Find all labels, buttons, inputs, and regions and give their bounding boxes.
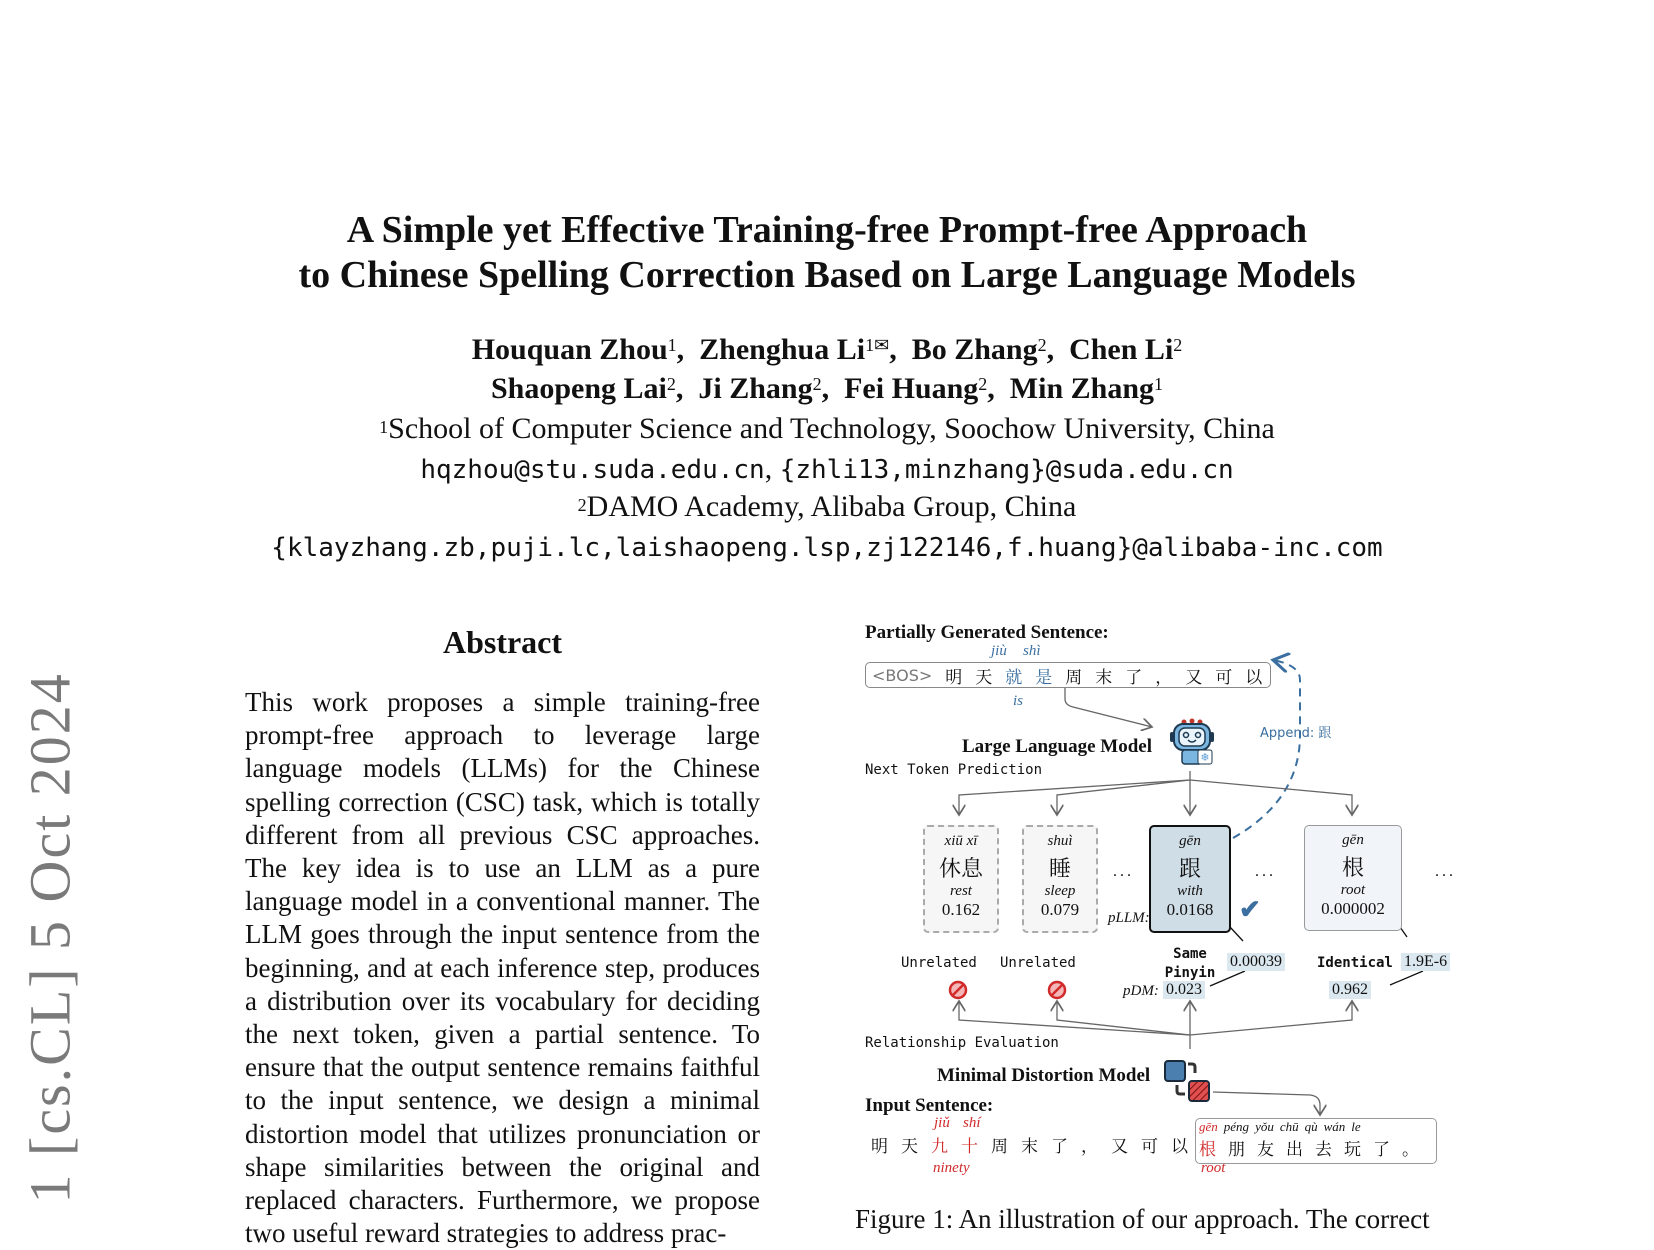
candidate-card-shui [1022, 825, 1098, 933]
aff-sup: 2 [577, 495, 587, 515]
mdm-label: Minimal Distortion Model [937, 1065, 1151, 1086]
ellipsis: ... [1435, 863, 1456, 880]
p-dm-value: 0.023 [1163, 981, 1205, 999]
author-sup: 1✉ [865, 335, 890, 355]
token: 玩 [1344, 1140, 1361, 1160]
relation-identical: Identical [1317, 955, 1393, 971]
remaining-tokens-row [1196, 1135, 1436, 1160]
candidate-chars: 跟 [1178, 857, 1201, 882]
gloss-is: is [1013, 693, 1024, 709]
token: 周 [1065, 667, 1083, 688]
author-sup: 2 [812, 374, 822, 394]
token: 。 [1402, 1140, 1419, 1160]
candidate-gloss: root [1340, 882, 1366, 898]
input-sentence-tokens [871, 1132, 1188, 1157]
author-name: Fei Huang [844, 372, 979, 405]
candidate-pinyin: gēn [1342, 832, 1364, 848]
arxiv-stamp: 1 [cs.CL] 5 Oct 2024 [17, 672, 83, 1204]
token: 以 [1171, 1137, 1188, 1157]
author-name: Bo Zhang [911, 333, 1038, 366]
token-error: 九 [931, 1137, 948, 1157]
token: 末 [1021, 1137, 1038, 1157]
gloss-root: root [1201, 1160, 1226, 1176]
candidate-pinyin: shuì [1047, 833, 1073, 849]
author-sup: 1 [1154, 374, 1164, 394]
candidate-chars: 休息 [938, 857, 983, 882]
candidate-chars: 睡 [1048, 857, 1071, 882]
candidate-p-llm: 0.000002 [1321, 899, 1385, 918]
title-line-2: to Chinese Spelling Correction Based on Large Language Models [298, 254, 1356, 296]
candidate-chars: 根 [1341, 856, 1364, 881]
token: 又 [1185, 667, 1203, 688]
author-sep: , [821, 372, 830, 405]
author-sep: , [675, 372, 684, 405]
candidate-gloss: sleep [1044, 883, 1076, 899]
candidate-pinyin: xiū xī [944, 833, 978, 849]
token: 了 [1125, 667, 1143, 688]
partial-sentence-box [865, 662, 1271, 688]
author-line-1 [0, 330, 1654, 369]
author-sep: , [1046, 333, 1055, 366]
input-sentence-label: Input Sentence: [865, 1095, 994, 1116]
pinyin-shi: shì [1023, 643, 1041, 659]
p-dm-value: 0.962 [1329, 981, 1371, 999]
token: 明 [871, 1137, 888, 1157]
pinyin: yǒu [1255, 1119, 1274, 1134]
token: 去 [1315, 1140, 1332, 1160]
pinyin: péng [1223, 1119, 1250, 1134]
token-error: 根 [1199, 1140, 1216, 1160]
partial-sentence-label: Partially Generated Sentence: [865, 622, 1109, 643]
pinyin: chū [1279, 1119, 1299, 1134]
token: 了 [1051, 1137, 1068, 1157]
figure-caption: Figure 1: An illustration of our approach. The correct [855, 1204, 1430, 1234]
author-name: Chen Li [1069, 333, 1174, 366]
checkmark-icon: ✔ [1239, 895, 1261, 924]
relation-unrelated: Unrelated [1000, 955, 1076, 971]
product-value: 1.9E-6 [1401, 953, 1450, 971]
author-name: Zhenghua Li [699, 333, 866, 366]
token: 出 [1286, 1140, 1303, 1160]
robot-llm-icon [1168, 718, 1210, 764]
figure-1 [855, 615, 1475, 1175]
author-list [0, 330, 1654, 408]
pinyin-shi2: shí [963, 1115, 981, 1131]
candidate-card-xiuxi [923, 825, 999, 933]
token-highlighted: 是 [1035, 667, 1053, 688]
author-sup: 2 [666, 374, 676, 394]
svg-text:❄: ❄ [1200, 752, 1210, 764]
append-label: Append: 跟 [1260, 726, 1332, 741]
prohibited-icon [1046, 979, 1068, 1001]
token: 天 [901, 1137, 918, 1157]
candidate-card-gen-root [1304, 825, 1402, 931]
token-error: 十 [961, 1137, 978, 1157]
author-sup: 2 [978, 374, 988, 394]
candidate-gloss: with [1177, 883, 1203, 899]
author-name: Houquan Zhou [471, 333, 668, 366]
candidate-p-llm: 0.0168 [1166, 900, 1214, 919]
mdm-icon [1163, 1059, 1215, 1103]
title-line-1: A Simple yet Effective Training-free Prompt-free Approach [346, 209, 1308, 251]
candidate-gloss: rest [950, 883, 972, 899]
token: 又 [1111, 1137, 1128, 1157]
author-name: Shaopeng Lai [490, 372, 667, 405]
candidate-p-llm: 0.162 [941, 900, 981, 919]
candidate-card-gen-selected [1149, 825, 1231, 933]
llm-label: Large Language Model [962, 736, 1152, 757]
affiliation-1 [0, 410, 1654, 448]
abstract-text: This work proposes a simple training-free prompt-free approach to leverage large language models (LLMs) for the Chinese spelling correction (CSC) task, which is totally different from all previous CSC approaches. The key idea is to use an LLM as a pure language model in a conventional manner. The LLM goes through the input sentence from the beginning, and at each inference step, produces a distribution over its vocabulary for deciding the next token, given a partial sentence. To ensure that the output sentence remains faithful to the input sentence, we design a minimal distortion model that utilizes pronunciation or shape similarities between the original and replaced characters. Furthermore, we propose two useful reward strategies to address prac- [245, 687, 760, 1249]
gloss-ninety: ninety [933, 1160, 970, 1176]
remaining-pinyin-row [1196, 1119, 1436, 1135]
author-sep: , [889, 333, 897, 366]
token: 可 [1141, 1137, 1158, 1157]
affiliation-2-emails [0, 528, 1654, 567]
paper-title [0, 208, 1654, 298]
pinyin: qù [1304, 1119, 1318, 1134]
candidate-p-llm: 0.079 [1040, 900, 1080, 919]
relation-same-pinyin: Same Pinyin [1164, 946, 1216, 981]
token: 以 [1245, 667, 1263, 688]
remaining-input-box [1195, 1118, 1437, 1164]
p-dm-label: pDM: [1123, 983, 1159, 999]
pinyin: le [1351, 1119, 1361, 1134]
email-sep: , [764, 452, 780, 485]
token: 周 [991, 1137, 1008, 1157]
token: 末 [1095, 667, 1113, 688]
email-link[interactable]: {zhli13,minzhang}@suda.edu.cn [779, 455, 1234, 485]
aff-text: School of Computer Science and Technology, Soochow University, China [388, 412, 1275, 445]
token: 朋 [1228, 1140, 1245, 1160]
token: 明 [945, 667, 963, 688]
affiliation-2 [0, 488, 1654, 526]
abstract-body [245, 686, 760, 1250]
prohibited-icon [947, 979, 969, 1001]
author-name: Ji Zhang [698, 372, 813, 405]
email-link[interactable]: hqzhou@stu.suda.edu.cn [420, 455, 765, 485]
author-sup: 2 [1037, 335, 1047, 355]
product-value: 0.00039 [1227, 953, 1285, 971]
aff-sup: 1 [379, 417, 389, 437]
affiliation-1-emails [0, 450, 1654, 489]
ellipsis: ... [1255, 863, 1276, 880]
pinyin: gēn [1199, 1119, 1218, 1134]
author-sup: 1 [667, 335, 677, 355]
token: 了 [1373, 1140, 1390, 1160]
token-highlighted: 就 [1005, 667, 1023, 688]
token: 友 [1257, 1140, 1274, 1160]
token: 天 [975, 667, 993, 688]
pinyin: wán [1323, 1119, 1346, 1134]
abstract-heading: Abstract [442, 624, 563, 660]
author-line-2 [0, 369, 1654, 408]
ellipsis: ... [1113, 863, 1134, 880]
author-sup: 2 [1173, 335, 1183, 355]
author-sep: , [676, 333, 685, 366]
p-llm-label: pLLM: [1108, 910, 1150, 926]
aff-text: DAMO Academy, Alibaba Group, China [586, 490, 1077, 523]
author-sep: , [987, 372, 995, 405]
token: ， [1081, 1137, 1098, 1157]
relationship-evaluation-label: Relationship Evaluation [865, 1035, 1059, 1051]
pinyin-jiu: jiù [991, 643, 1007, 659]
token: 可 [1215, 667, 1233, 688]
author-name: Min Zhang [1009, 372, 1155, 405]
candidate-pinyin: gēn [1179, 833, 1201, 849]
relation-unrelated: Unrelated [901, 955, 977, 971]
email-link[interactable]: {klayzhang.zb,puji.lc,laishaopeng.lsp,zj122146,f.huang}@alibaba-inc.com [271, 533, 1383, 563]
pinyin-jiu3: jiǔ [934, 1115, 950, 1131]
next-token-prediction-label: Next Token Prediction [865, 762, 1043, 778]
bos-token: <BOS> [872, 665, 933, 685]
token: ， [1155, 667, 1173, 688]
